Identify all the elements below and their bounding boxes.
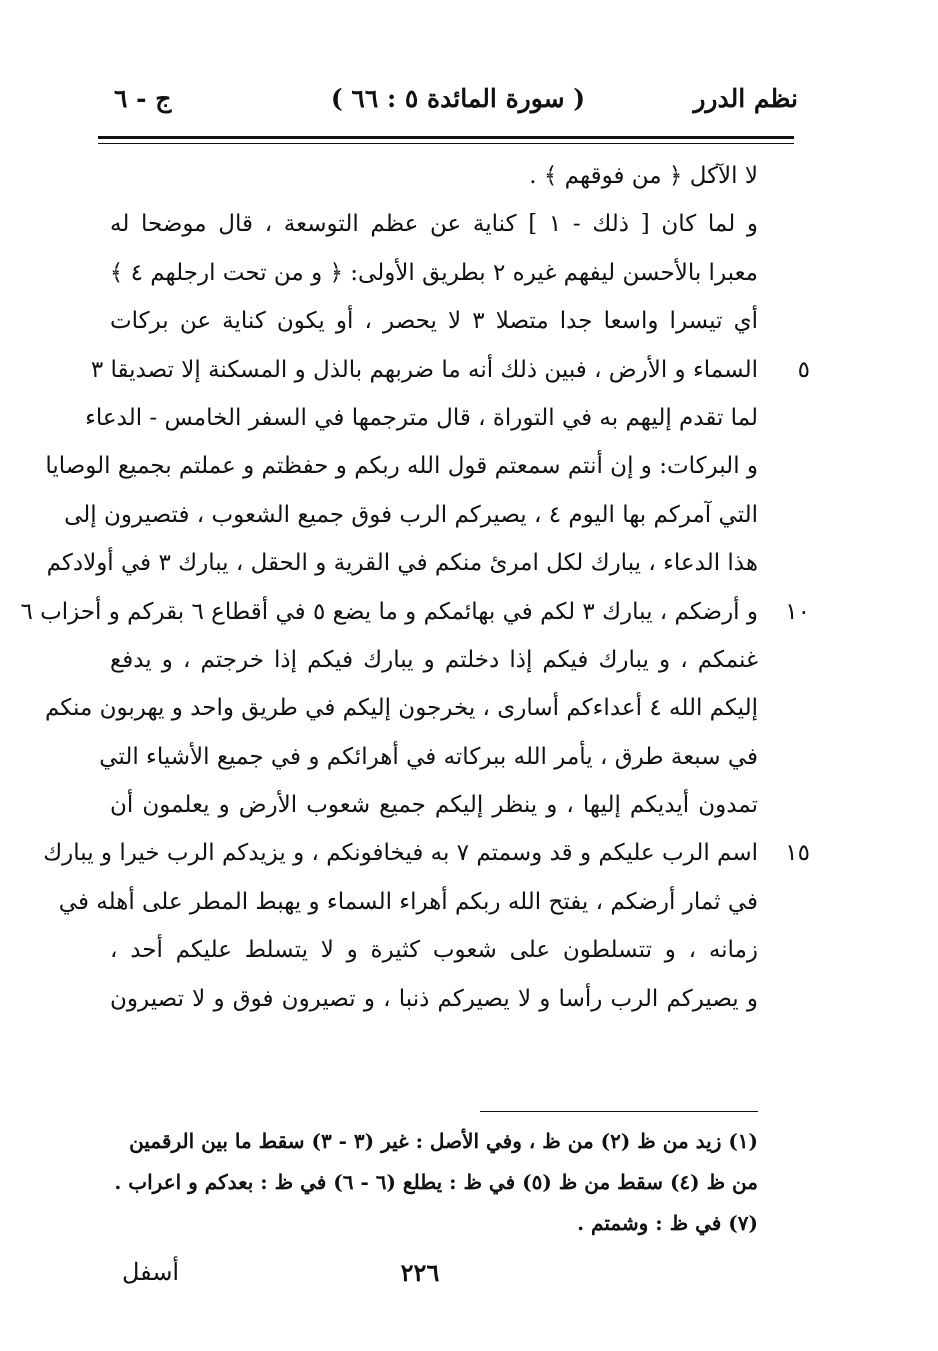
line-text: غنمكم ، و يبارك فيكم إذا دخلتم و يبارك فيكم إذا خرجتم ، و يدفع xyxy=(110,646,758,673)
line-text: و يصيركم الرب رأسا و لا يصيركم ذنبا ، و تصيرون فوق و لا تصيرون xyxy=(110,985,758,1012)
text-line xyxy=(64,491,758,539)
line-text: و أرضكم ، يبارك ٣ لكم في بهائمكم و ما يضع ٥ في أقطاع ٦ بقركم و أحزاب ٦ xyxy=(20,598,758,625)
line-number: ٥ xyxy=(797,356,810,383)
text-line xyxy=(85,394,758,442)
text-line xyxy=(110,975,758,1023)
text-line xyxy=(110,781,758,829)
line-text: التي آمركم بها اليوم ٤ ، يصيركم الرب فوق جميع الشعوب ، فتصيرون إلى xyxy=(64,501,758,528)
page-number: ٢٢٦ xyxy=(400,1258,440,1287)
text-line xyxy=(20,588,810,636)
text-line xyxy=(43,829,810,877)
text-line xyxy=(45,684,758,732)
text-line xyxy=(110,249,758,297)
text-line xyxy=(110,926,758,974)
catchword: أسفل xyxy=(122,1258,180,1286)
volume-number: ج - ٦ xyxy=(114,84,172,113)
line-number: ١٠ xyxy=(785,598,810,625)
text-line xyxy=(110,152,758,200)
text-line xyxy=(46,539,758,587)
footnote-separator xyxy=(480,1111,758,1112)
text-line xyxy=(99,733,758,781)
line-text: السماء و الأرض ، فبين ذلك أنه ما ضربهم بالذل و المسكنة إلا تصديقا ٣ xyxy=(90,356,758,383)
line-text: أي تيسرا واسعا جدا متصلا ٣ لا يحصر ، أو يكون كناية عن بركات xyxy=(110,308,758,335)
text-line xyxy=(110,200,758,248)
line-text: لا الآكل ﴿ من فوقهم ﴾ . xyxy=(529,163,758,189)
line-text: و البركات: و إن أنتم سمعتم قول الله ربكم و حفظتم و عملتم بجميع الوصايا xyxy=(45,453,758,480)
header-rule-thin xyxy=(98,143,794,144)
line-text: معبرا بالأحسن ليفهم غيره ٢ بطريق الأولى: ﴿ و من تحت ارجلهم ٤ ﴾ xyxy=(109,259,758,286)
text-line xyxy=(90,346,810,394)
surah-reference: ( سورة المائدة ٥ : ٦٦ ) xyxy=(330,84,586,113)
line-text: هذا الدعاء ، يبارك لكل امرئ منكم في القرية و الحقل ، يبارك ٣ في أولادكم xyxy=(46,550,758,577)
footnote-line: (١) زيد من ظ (٢) من ظ ، وفي الأصل : غير (٣ - ٣) سقط ما بين الرقمين xyxy=(129,1129,758,1153)
book-title: نظم الدرر xyxy=(693,84,798,113)
line-text: و لما كان [ ذلك - ١ ] كناية عن عظم التوسعة ، قال موضحا له xyxy=(110,211,759,238)
line-text: لما تقدم إليهم به في التوراة ، قال مترجمها في السفر الخامس - الدعاء xyxy=(85,404,758,431)
line-number: ١٥ xyxy=(785,840,810,867)
line-text: إليكم الله ٤ أعداءكم أسارى ، يخرجون إليكم في طريق واحد و يهربون منكم xyxy=(45,695,758,722)
text-line xyxy=(110,297,758,345)
text-line xyxy=(110,636,758,684)
line-text: زمانه ، و تتسلطون على شعوب كثيرة و لا يتسلط عليكم أحد ، xyxy=(110,937,758,964)
text-line xyxy=(45,442,758,490)
line-text: في ثمار أرضكم ، يفتح الله ربكم أهراء السماء و يهبط المطر على أهله في xyxy=(58,888,758,915)
line-text: تمدون أيديكم إليها ، و ينظر إليكم جميع شعوب الأرض و يعلمون أن xyxy=(110,792,758,819)
footnote-line: (٧) في ظ : وشمتم . xyxy=(577,1211,758,1235)
page-header xyxy=(98,84,798,124)
footnote-line: من ظ (٤) سقط من ظ (٥) في ظ : يطلع (٦ - ٦) في ظ : بعدكم و اعراب . xyxy=(114,1170,758,1194)
header-rule-thick xyxy=(98,136,794,139)
footnotes xyxy=(110,1121,758,1244)
body-text xyxy=(20,152,810,1023)
line-text: في سبعة طرق ، يأمر الله ببركاته في أهرائكم و في جميع الأشياء التي xyxy=(99,743,758,770)
line-text: اسم الرب عليكم و قد وسمتم ٧ به فيخافونكم ، و يزيدكم الرب خيرا و يبارك xyxy=(43,840,758,867)
text-line xyxy=(58,878,758,926)
